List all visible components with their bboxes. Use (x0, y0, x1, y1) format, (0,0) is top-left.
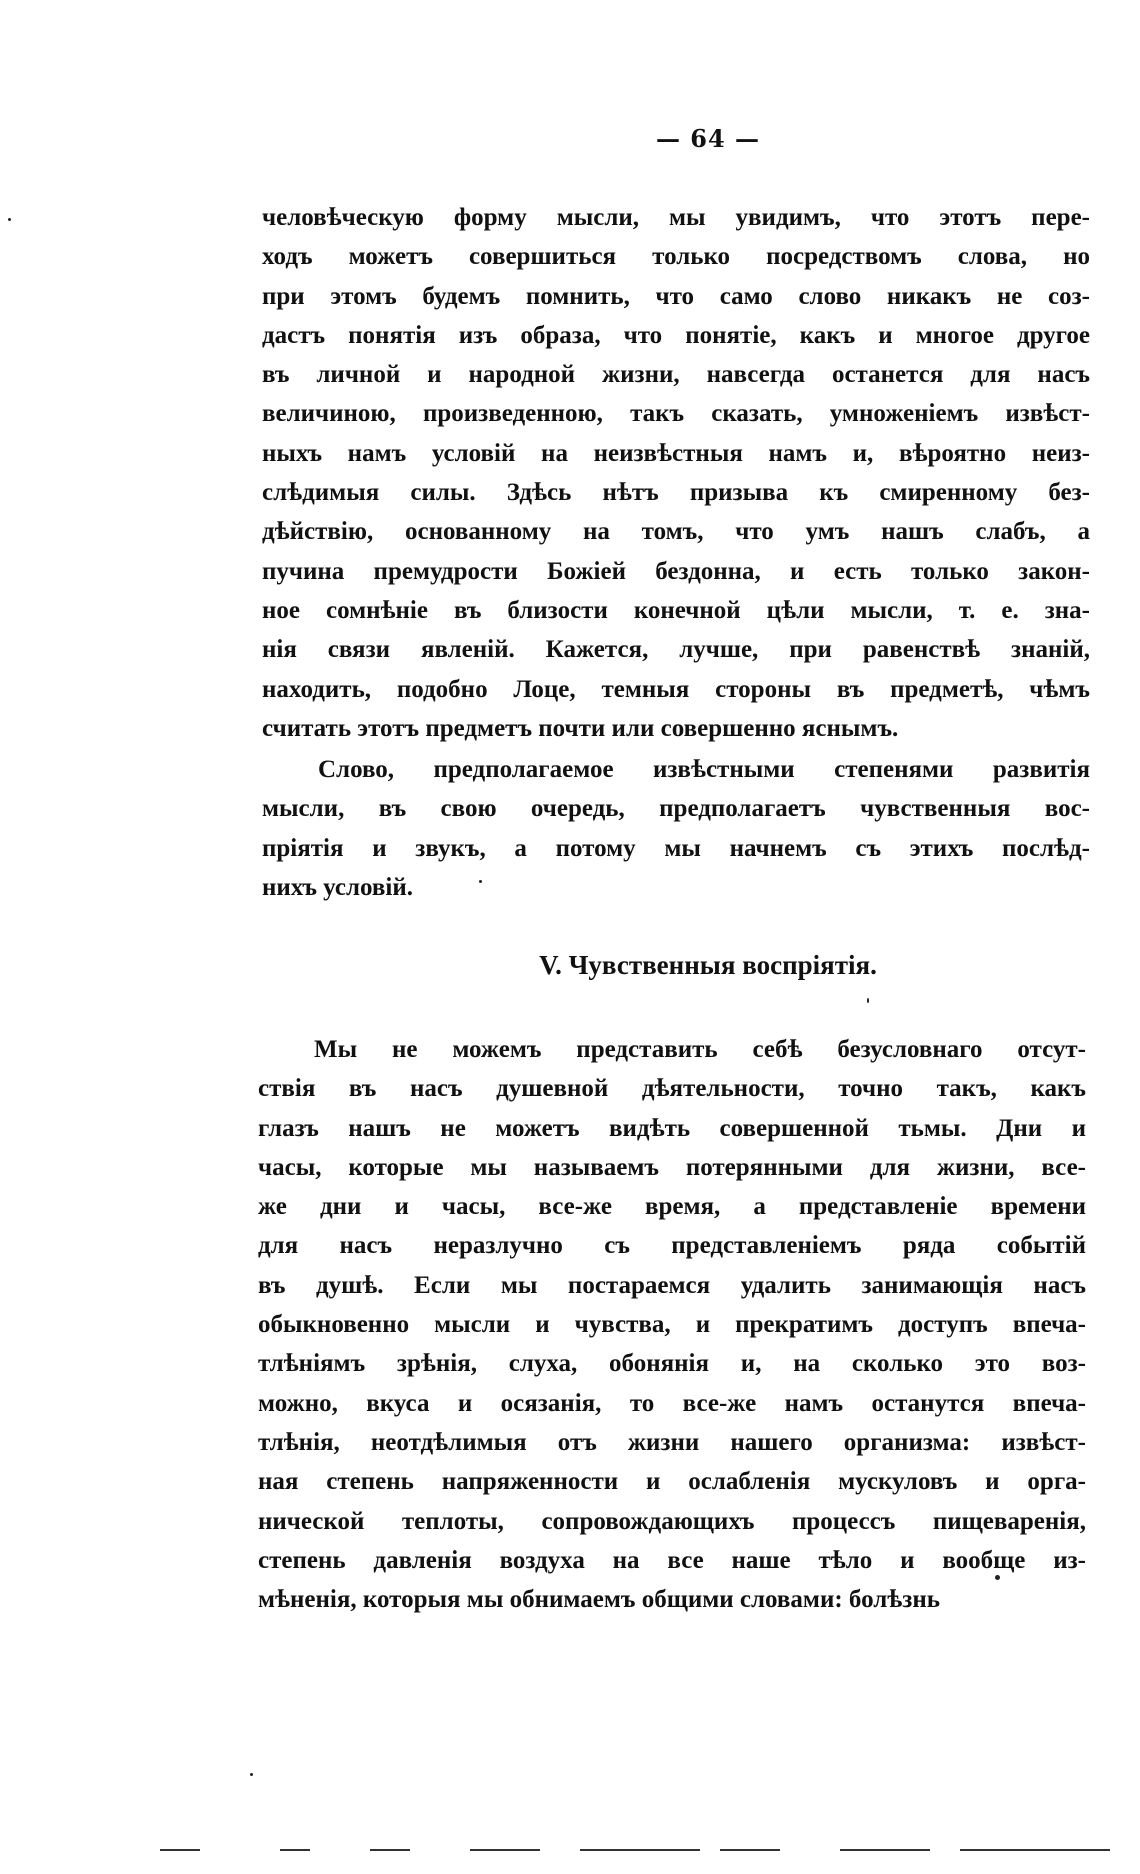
text-line: нихъ условій. (262, 873, 414, 901)
scan-speck (8, 218, 11, 221)
scan-speck (995, 1575, 1000, 1580)
text-line: величиною, произведенною, такъ сказать, умноженіемъ извѣст- (262, 400, 1090, 428)
bottom-edge-marks (160, 1849, 1120, 1853)
text-line: обыкновенно мысли и чувства, и прекратимъ доступъ впеча- (258, 1311, 1086, 1339)
page-number: — 64 — (655, 124, 761, 153)
text-line: нической теплоты, сопровождающихъ процессъ пищеваренія, (258, 1507, 1086, 1535)
text-line: мысли, въ свою очередь, предполагаетъ чувственныя вос- (262, 795, 1090, 823)
text-line: тлѣнія, неотдѣлимыя отъ жизни нашего организма: извѣст- (258, 1428, 1086, 1456)
text-line: пріятія и звукъ, а потому мы начнемъ съ этихъ послѣд- (262, 834, 1090, 862)
text-line: слѣдимыя силы. Здѣсь нѣтъ призыва къ смиренному без- (262, 479, 1090, 507)
text-line: ныхъ намъ условій на неизвѣстныя намъ и, вѣроятно неиз- (262, 439, 1090, 467)
text-line: человѣческую форму мысли, мы увидимъ, что этотъ пере- (262, 204, 1090, 231)
text-line: глазъ нашъ не можетъ видѣть совершенной тьмы. Дни и (258, 1114, 1086, 1142)
text-line: при этомъ будемъ помнить, что само слово никакъ не соз- (262, 282, 1090, 310)
text-line: ное сомнѣніе въ близости конечной цѣли мысли, т. е. зна- (262, 596, 1090, 624)
text-line: ствія въ насъ душевной дѣятельности, точно такъ, какъ (258, 1075, 1086, 1103)
text-line: считать этотъ предметъ почти или совершенно яснымъ. (262, 714, 899, 742)
paragraph-2 (262, 750, 1090, 907)
text-line: находить, подобно Лоце, темныя стороны въ предметѣ, чѣмъ (262, 675, 1090, 703)
section-heading: V. Чувственныя воспріятія. (539, 950, 877, 980)
scan-speck (479, 880, 482, 883)
text-line: для насъ неразлучно съ представленіемъ ряда событій (258, 1232, 1086, 1260)
text-line: въ душѣ. Если мы постараемся удалить занимающія насъ (258, 1271, 1086, 1299)
paragraph-1 (262, 198, 1090, 748)
text-line: ная степень напряженности и ослабленія мускуловъ и орга- (258, 1468, 1086, 1496)
text-line: тлѣніямъ зрѣнія, слуха, обонянія и, на сколько это воз- (258, 1350, 1086, 1378)
text-line: дѣйствію, основанному на томъ, что умъ нашъ слабъ, а (262, 518, 1090, 546)
text-line: Мы не можемъ представить себѣ безусловнаго отсут- (314, 1036, 1086, 1063)
text-line: Слово, предполагаемое извѣстными степенями развитія (318, 756, 1090, 783)
text-line: степень давленія воздуха на все наше тѣло и вообще из- (258, 1546, 1086, 1574)
text-line: ходъ можетъ совершиться только посредствомъ слова, но (262, 243, 1090, 271)
paragraph-3 (258, 1030, 1086, 1619)
text-line: же дни и часы, все-же время, а представленіе времени (258, 1193, 1086, 1221)
scan-speck (867, 998, 869, 1003)
text-line: можно, вкуса и осязанія, то все-же намъ останутся впеча- (258, 1389, 1086, 1417)
text-line: пучина премудрости Божіей бездонна, и есть только закон- (262, 557, 1090, 585)
scan-speck (250, 1773, 253, 1776)
text-line: мѣненія, которыя мы обнимаемъ общими словами: болѣзнь (258, 1586, 940, 1614)
text-line: дастъ понятія изъ образа, что понятіе, какъ и многое другое (262, 321, 1090, 349)
text-line: нія связи явленій. Кажется, лучше, при равенствѣ знаній, (262, 636, 1090, 664)
text-line: въ личной и народной жизни, навсегда останется для насъ (262, 361, 1090, 389)
text-line: часы, которые мы называемъ потерянными для жизни, все- (258, 1153, 1086, 1181)
